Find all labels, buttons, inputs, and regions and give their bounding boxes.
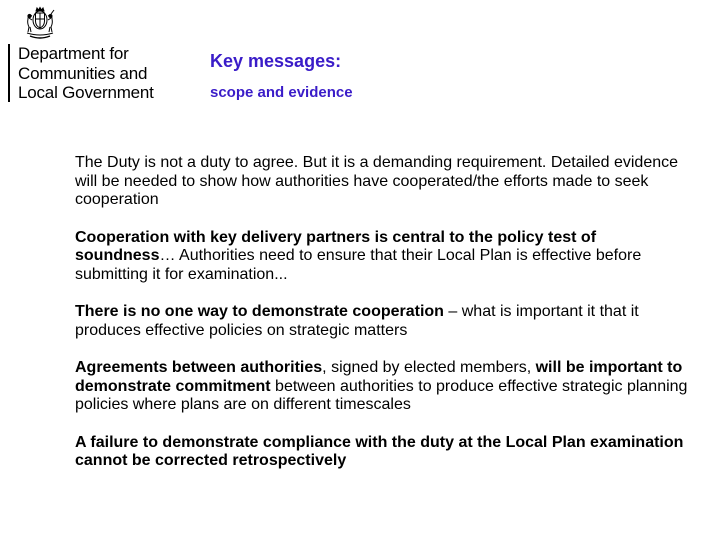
emphasis-text: will be important to demonstrate commitment	[75, 359, 683, 395]
message-paragraph	[75, 229, 690, 285]
message-paragraph	[75, 303, 690, 340]
emphasis-text: Cooperation with key delivery partners is central to the policy test of soundness	[75, 228, 597, 264]
message-paragraph	[75, 434, 690, 471]
body-text: … Authorities need to ensure that their Local Plan is effective before submitting it for examination...	[75, 247, 642, 283]
body-text: , signed by elected members,	[322, 359, 536, 376]
royal-crest-icon	[24, 6, 56, 40]
emphasis-text: There is no one way to demonstrate cooperation	[75, 303, 444, 320]
body-text: between authorities to produce effective strategic planning policies where plans are on different timescales	[75, 377, 688, 413]
body-text: The Duty is not a duty to agree. But it is a demanding requirement. Detailed evidence will be needed to show how authorities have cooperated/the efforts made to seek cooperation	[75, 154, 679, 208]
key-messages-list	[75, 154, 690, 490]
message-paragraph	[75, 154, 690, 210]
slide-title: Key messages:	[210, 51, 342, 71]
department-logo	[8, 6, 183, 102]
emphasis-text: Agreements between authorities	[75, 359, 323, 376]
department-name: Department for Communities and Local Government	[18, 44, 154, 102]
emphasis-text: A failure to demonstrate compliance with the duty at the Local Plan examination cannot be corrected retrospectively	[75, 433, 684, 469]
message-paragraph	[75, 359, 690, 415]
slide-subtitle: scope and evidence	[210, 84, 353, 101]
body-text: – what is important it that it produces effective policies on strategic matters	[75, 303, 639, 339]
logo-divider	[8, 44, 10, 102]
